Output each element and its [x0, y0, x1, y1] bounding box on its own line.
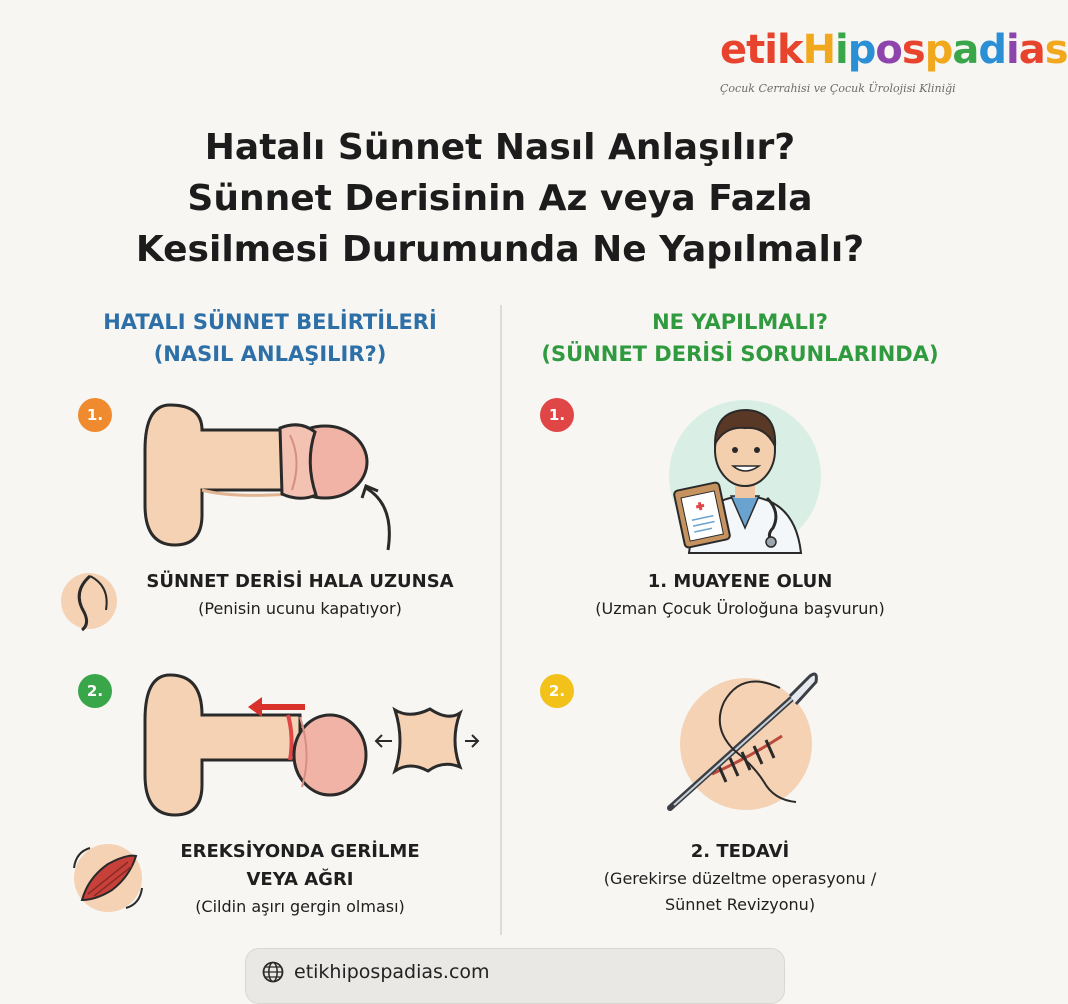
left-item-2-title-line-2: VEYA AĞRI	[246, 869, 354, 890]
suture-needle-icon	[668, 662, 828, 822]
right-item-1-subtitle: (Uzman Çocuk Üroloğuna başvurun)	[595, 599, 885, 618]
left-heading-line-1: HATALI SÜNNET BELİRTİLERİ	[103, 310, 437, 334]
right-item-2-title: 2. TEDAVİ	[690, 841, 790, 862]
left-item-1-caption	[100, 568, 500, 622]
left-column-heading	[60, 306, 480, 370]
tension-icon	[140, 665, 480, 825]
logo-word-etik: etik	[720, 27, 803, 73]
right-item-2-badge: 2.	[540, 674, 574, 708]
foreskin-icon	[140, 390, 410, 560]
logo-wordmark	[720, 22, 1068, 78]
logo-subtitle: Çocuk Cerrahisi ve Çocuk Ürolojisi Kliniği	[720, 82, 956, 95]
left-item-2-title-line-1: EREKSİYONDA GERİLME	[180, 841, 420, 862]
page-title	[0, 122, 1000, 275]
left-item-1-title: SÜNNET DERİSİ HALA UZUNSA	[146, 571, 454, 592]
logo-word-hipospadias: Hipospadias	[802, 27, 1068, 73]
title-line-2: Sünnet Derisinin Az veya Fazla	[187, 178, 813, 219]
right-item-1-caption	[520, 568, 960, 622]
right-heading-line-2: (SÜNNET DERİSİ SORUNLARINDA)	[541, 342, 939, 366]
right-item-1-badge: 1.	[540, 398, 574, 432]
right-item-2-subtitle-line-1: (Gerekirse düzeltme operasyonu /	[603, 869, 877, 888]
right-item-2-caption	[520, 838, 960, 918]
right-column-heading	[520, 306, 960, 370]
left-item-1-subtitle: (Penisin ucunu kapatıyor)	[198, 599, 402, 618]
title-line-3: Kesilmesi Durumunda Ne Yapılmalı?	[135, 229, 865, 270]
website-link[interactable]: etikhipospadias.com	[294, 961, 490, 983]
title-line-1: Hatalı Sünnet Nasıl Anlaşılır?	[204, 127, 796, 168]
globe-icon	[262, 961, 284, 983]
right-item-1-title: 1. MUAYENE OLUN	[647, 571, 833, 592]
doctor-icon	[665, 388, 825, 558]
left-item-1-badge: 1.	[78, 398, 112, 432]
left-item-2-subtitle: (Cildin aşırı gergin olması)	[195, 897, 405, 916]
right-item-2-subtitle-line-2: Sünnet Revizyonu)	[664, 895, 816, 914]
brand-logo	[720, 22, 1068, 112]
column-divider	[500, 305, 502, 935]
website-footer[interactable]	[245, 948, 785, 1004]
left-item-2-caption	[100, 838, 500, 920]
left-item-2-badge: 2.	[78, 674, 112, 708]
left-heading-line-2: (NASIL ANLAŞILIR?)	[153, 342, 387, 366]
right-heading-line-1: NE YAPILMALI?	[652, 310, 828, 334]
